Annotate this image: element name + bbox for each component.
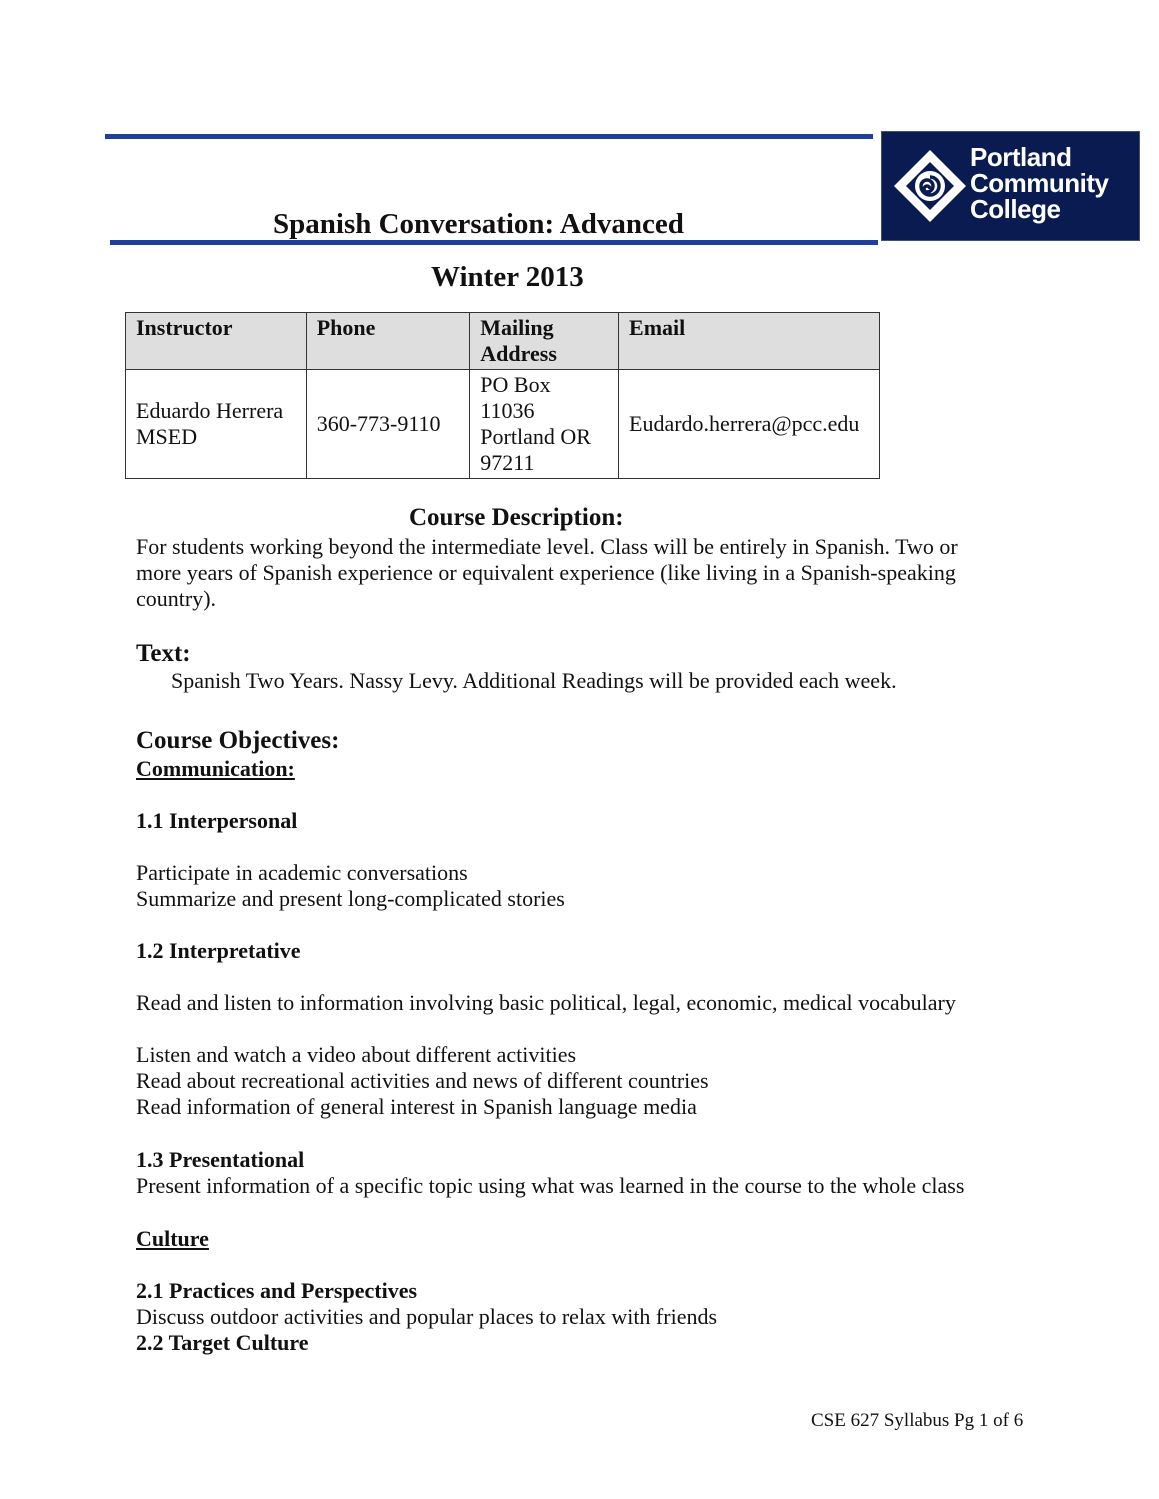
- list-item: Read about recreational activities and news of different countries: [136, 1068, 709, 1093]
- culture-heading: Culture: [136, 1226, 209, 1251]
- list-item: Listen and watch a video about different activities: [136, 1042, 577, 1067]
- interpretative-list: [136, 1042, 709, 1120]
- list-item: Read information of general interest in Spanish language media: [136, 1094, 697, 1119]
- text-body: Spanish Two Years. Nassy Levy. Additional Readings will be provided each week.: [171, 668, 897, 693]
- col-header-address: Mailing Address: [470, 313, 619, 370]
- interpersonal-heading: 1.1 Interpersonal: [136, 808, 298, 833]
- interpersonal-list: [136, 860, 565, 912]
- address-cell: PO Box 11036 Portland OR 97211: [470, 370, 619, 479]
- table-header-row: [126, 313, 880, 370]
- target-culture-heading: 2.2 Target Culture: [136, 1330, 309, 1355]
- college-logo: [881, 131, 1140, 241]
- table-row: [126, 370, 880, 479]
- course-description-body: For students working beyond the intermediate level. Class will be entirely in Spanish. Two or more years of Spanish experience or equivalent experience (like living in a Spanish-speaking country).: [136, 534, 958, 611]
- header-top-rule: [105, 134, 873, 139]
- term-title: Winter 2013: [431, 261, 584, 293]
- interpretative-line-1: Read and listen to information involving basic political, legal, economic, medical vocabulary: [136, 990, 956, 1015]
- presentational-heading: 1.3 Presentational: [136, 1147, 305, 1172]
- phone-cell: 360-773-9110: [306, 370, 470, 479]
- email-cell: Eudardo.herrera@pcc.edu: [619, 370, 880, 479]
- col-header-phone: Phone: [306, 313, 470, 370]
- page-footer: CSE 627 Syllabus Pg 1 of 6: [811, 1410, 1024, 1431]
- list-item: Participate in academic conversations: [136, 860, 468, 885]
- practices-line: Discuss outdoor activities and popular places to relax with friends: [136, 1304, 718, 1329]
- text-heading: Text:: [136, 640, 191, 667]
- objectives-heading: Course Objectives:: [136, 727, 340, 754]
- list-item: Summarize and present long-complicated stories: [136, 886, 565, 911]
- page-title: Spanish Conversation: Advanced: [273, 208, 684, 240]
- communication-heading: Communication:: [136, 756, 295, 781]
- presentational-line: Present information of a specific topic using what was learned in the course to the whole class: [136, 1173, 965, 1198]
- col-header-instructor: Instructor: [126, 313, 307, 370]
- logo-wordmark: Portland Community College: [970, 142, 1109, 224]
- col-header-email: Email: [619, 313, 880, 370]
- instructor-cell: Eduardo Herrera MSED: [126, 370, 307, 479]
- course-description-heading: Course Description:: [409, 504, 624, 531]
- practices-heading: 2.1 Practices and Perspectives: [136, 1278, 418, 1303]
- contact-table: [125, 312, 880, 479]
- interpretative-heading: 1.2 Interpretative: [136, 938, 301, 963]
- spiral-logo-icon: [890, 146, 970, 226]
